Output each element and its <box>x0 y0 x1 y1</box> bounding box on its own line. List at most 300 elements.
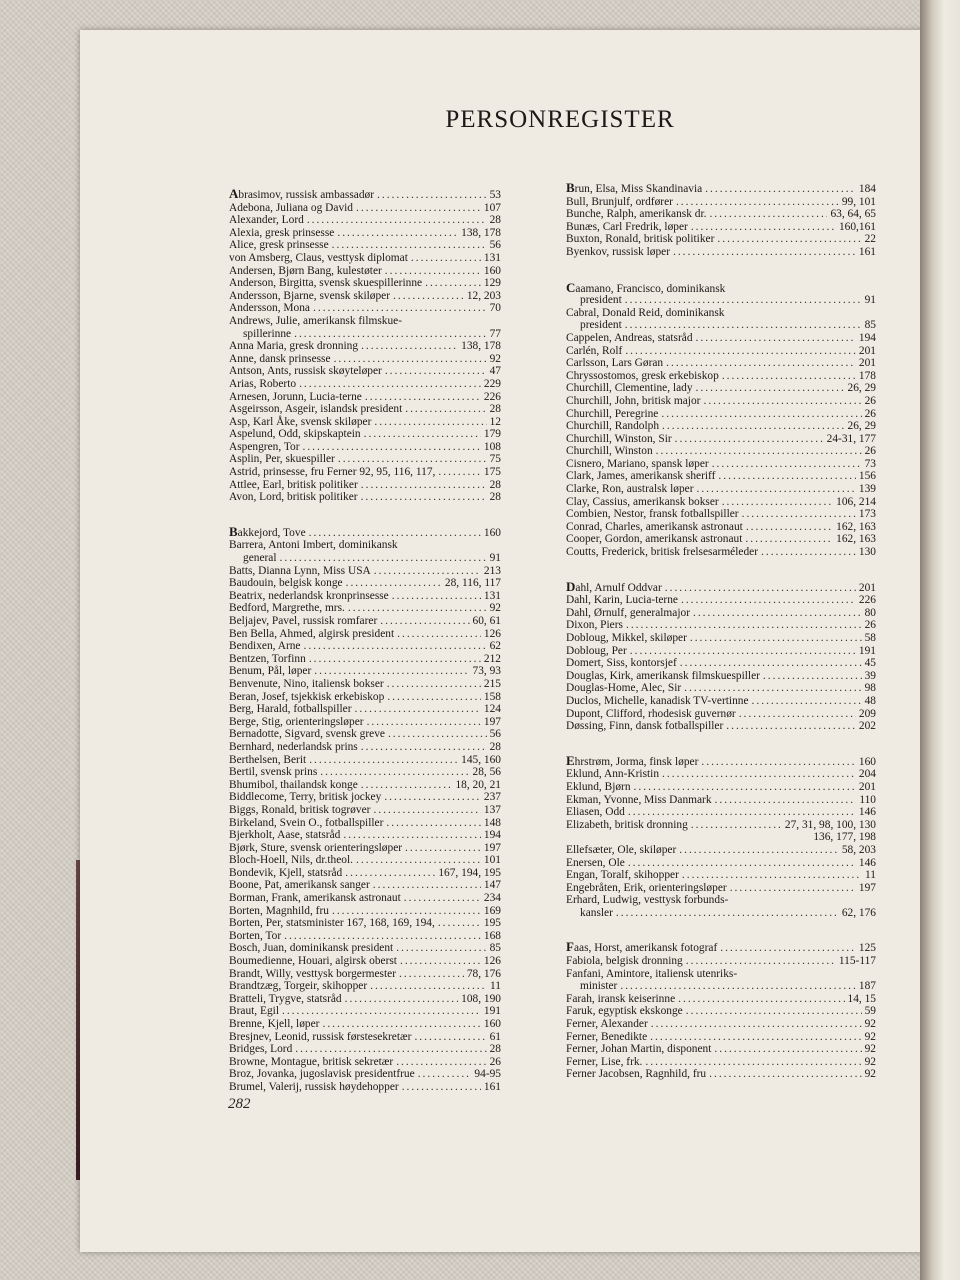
entry-name: Avon, Lord, britisk politiker <box>229 491 358 504</box>
entry-pages: 160 <box>483 264 501 277</box>
index-entry <box>229 239 501 252</box>
entry-name: Borten, Per, statsminister 167, 168, 169, 194, <box>229 917 435 930</box>
entry-pages: 85 <box>864 319 876 332</box>
dot-leader <box>722 370 856 383</box>
index-entry <box>229 728 501 741</box>
index-entry <box>229 453 501 466</box>
dot-leader <box>696 382 845 395</box>
entry-pages: 229 <box>483 377 501 390</box>
dot-leader <box>651 1018 862 1031</box>
entry-pages: 131 <box>483 589 501 602</box>
entry-pages: 167, 194, 195 <box>438 866 501 879</box>
index-entry <box>566 607 876 620</box>
entry-pages: 158 <box>483 690 501 703</box>
entry-name: Enersen, Ole <box>566 856 625 869</box>
entry-name: Arnesen, Jorunn, Lucia-terne <box>229 390 362 403</box>
entry-pages: 202 <box>858 720 876 733</box>
index-entry <box>566 632 876 645</box>
entry-pages: 204 <box>858 768 876 781</box>
entry-pages: 92 <box>864 1055 876 1068</box>
dot-leader <box>405 403 486 416</box>
index-entry <box>566 831 876 844</box>
dot-leader <box>320 766 469 779</box>
entry-pages: 201 <box>858 357 876 370</box>
entry-name: Fabiola, belgisk dronning <box>566 955 683 968</box>
entry-pages: 26 <box>864 407 876 420</box>
entry-name: Cappelen, Andreas, statsråd <box>566 331 693 344</box>
index-entry <box>566 781 876 794</box>
dot-leader <box>373 879 481 892</box>
entry-pages: 126 <box>483 955 501 968</box>
entry-pages: 175 <box>483 466 501 479</box>
index-entry <box>566 752 876 769</box>
dot-leader <box>679 844 839 857</box>
entry-name: Ferner, Benedikte <box>566 1030 648 1043</box>
entry-pages: 77 <box>489 327 501 340</box>
index-column-left <box>229 186 501 1117</box>
index-entry <box>566 382 876 395</box>
entry-name: Ferner, Lise, frk. <box>566 1055 643 1068</box>
entry-name: Clarke, Ron, australsk løper <box>566 483 694 496</box>
index-entry <box>229 416 501 429</box>
entry-name: Abrasimov, russisk ambassadør <box>229 186 375 201</box>
entry-name: Aspelund, Odd, skipskaptein <box>229 428 361 441</box>
dot-leader <box>620 980 856 993</box>
index-entry <box>566 196 876 209</box>
dot-leader <box>662 420 844 433</box>
index-entry <box>229 1031 501 1044</box>
entry-name: Eklund, Bjørn <box>566 780 631 793</box>
dot-leader <box>397 628 481 641</box>
entry-pages: 138, 178 <box>461 340 501 353</box>
dot-leader <box>676 196 839 209</box>
entry-pages: 99, 101 <box>841 195 876 208</box>
index-entry <box>229 539 501 564</box>
index-entry <box>566 657 876 670</box>
dot-leader <box>745 533 833 546</box>
index-column-right <box>566 180 876 1104</box>
entry-name: Churchill, John, britisk major <box>566 394 701 407</box>
index-entry <box>229 214 501 227</box>
entry-pages: 73, 93 <box>472 665 501 678</box>
entry-pages: 179 <box>483 428 501 441</box>
dot-leader <box>691 819 782 832</box>
index-entry <box>566 546 876 559</box>
entry-name: Cisnero, Mariano, spansk løper <box>566 457 709 470</box>
entry-name: Dobloug, Per <box>566 644 627 657</box>
dot-leader <box>693 607 862 620</box>
entry-name: president <box>580 319 622 332</box>
index-entry <box>566 483 876 496</box>
entry-name: Clark, James, amerikansk sheriff <box>566 470 716 483</box>
dot-leader <box>396 942 486 955</box>
entry-name: Faruk, egyptisk ekskonge <box>566 1005 683 1018</box>
entry-pages: 47 <box>489 365 501 378</box>
entry-name: kansler <box>580 906 613 919</box>
entry-pages: 18, 20, 21 <box>455 778 501 791</box>
dot-leader <box>650 1031 861 1044</box>
entry-pages: 92 <box>864 1030 876 1043</box>
entry-pages: 48 <box>864 694 876 707</box>
entry-pages: 91 <box>864 294 876 307</box>
entry-pages: 26 <box>864 619 876 632</box>
entry-pages: 201 <box>858 780 876 793</box>
entry-name: Broz, Jovanka, jugoslavisk presidentfrue <box>229 1068 415 1081</box>
dot-leader <box>405 842 481 855</box>
index-entry <box>229 290 501 303</box>
entry-name: Coutts, Frederick, britisk frelsesarméleder <box>566 546 759 559</box>
index-entry <box>566 408 876 421</box>
entry-name: Buxton, Ronald, britisk politiker <box>566 233 715 246</box>
entry-pages: 197 <box>483 841 501 854</box>
dot-leader <box>411 252 481 265</box>
entry-pages: 92 <box>489 602 501 615</box>
entry-pages: 195 <box>483 917 501 930</box>
entry-pages: 108, 190 <box>461 992 501 1005</box>
entry-name: Ben Bella, Ahmed, algirsk president <box>229 627 395 640</box>
index-entry <box>229 615 501 628</box>
entry-pages: 14, 15 <box>847 992 876 1005</box>
entry-pages: 160 <box>858 755 876 768</box>
entry-name: Boone, Pat, amerikansk sanger <box>229 879 370 892</box>
entry-pages: 184 <box>858 183 876 195</box>
dot-leader <box>338 453 487 466</box>
dot-leader <box>662 768 856 781</box>
index-entry <box>229 391 501 404</box>
index-entry <box>229 1056 501 1069</box>
entry-pages: 27, 31, 98, 100, 130 <box>784 818 876 831</box>
entry-name: Brun, Elsa, Miss Skandinavia <box>566 180 703 195</box>
dot-leader <box>763 670 862 683</box>
dot-leader <box>309 527 481 540</box>
entry-pages: 197 <box>858 881 876 894</box>
dot-leader <box>361 779 453 792</box>
entry-name: Cabral, Donald Reid, dominikansk <box>566 306 725 319</box>
index-entry <box>566 1005 876 1018</box>
dot-leader <box>343 829 481 842</box>
entry-pages: 173 <box>858 508 876 521</box>
dot-leader <box>348 602 487 615</box>
entry-pages: 138, 178 <box>461 226 501 239</box>
entry-pages: 91 <box>489 552 501 565</box>
dot-leader <box>703 395 861 408</box>
entry-name: Andersson, Mona <box>229 302 310 315</box>
dot-leader <box>746 521 833 534</box>
dot-leader <box>377 189 487 202</box>
entry-pages: 80 <box>864 606 876 619</box>
entry-pages: 70 <box>489 302 501 315</box>
entry-pages: 26 <box>489 1055 501 1068</box>
index-entry <box>566 844 876 857</box>
index-entry <box>566 370 876 383</box>
entry-name: Bresjnev, Leonid, russisk førstesekretær <box>229 1030 412 1043</box>
entry-name: Boumedienne, Houari, algirsk oberst <box>229 955 397 968</box>
index-entry <box>229 428 501 441</box>
dot-leader <box>334 353 487 366</box>
entry-pages: 60, 61 <box>472 615 501 627</box>
entry-pages: 161 <box>483 1080 501 1093</box>
entry-name: Churchill, Peregrine <box>566 407 659 420</box>
dot-leader <box>345 867 435 880</box>
entry-pages: 125 <box>858 942 876 955</box>
dot-leader <box>715 794 857 807</box>
entry-name: Dobloug, Mikkel, skiløper <box>566 632 687 644</box>
index-entry <box>566 894 876 919</box>
dot-leader <box>361 491 487 504</box>
index-letter-section <box>566 578 876 733</box>
dot-leader <box>625 345 856 358</box>
dot-leader <box>720 942 856 955</box>
index-entry <box>566 882 876 895</box>
entry-pages: 28 <box>489 1043 501 1056</box>
entry-name: Bendixen, Arne <box>229 640 301 653</box>
dot-leader <box>309 653 481 666</box>
entry-pages: 131 <box>483 251 501 264</box>
entry-pages: 73 <box>864 457 876 470</box>
entry-name: Chryssostomos, gresk erkebiskop <box>566 369 719 382</box>
dot-leader <box>675 433 824 446</box>
entry-pages: 148 <box>483 816 501 829</box>
index-entry <box>229 340 501 353</box>
dot-leader <box>332 905 481 918</box>
entry-name: Benum, Pål, løper <box>229 665 312 678</box>
dot-leader <box>656 445 862 458</box>
dot-leader <box>645 1056 861 1069</box>
entry-pages: 162, 163 <box>836 520 876 533</box>
index-entry <box>566 1056 876 1069</box>
dot-leader <box>726 720 856 733</box>
dot-leader <box>690 632 862 645</box>
dot-leader <box>387 678 481 691</box>
index-entry <box>566 968 876 993</box>
index-entry <box>566 307 876 332</box>
index-entry <box>229 829 501 842</box>
index-entry <box>229 842 501 855</box>
index-entry <box>229 980 501 993</box>
entry-pages: 168 <box>483 929 501 942</box>
index-entry <box>229 804 501 817</box>
index-entry <box>566 1068 876 1081</box>
index-entry <box>229 716 501 729</box>
index-entry <box>229 202 501 215</box>
entry-name: Browne, Montague, britisk sekretær <box>229 1055 394 1068</box>
entry-pages: 28, 116, 117 <box>444 577 501 590</box>
entry-name: Berg, Harald, fotballspiller <box>229 703 352 716</box>
dot-leader <box>295 1043 486 1056</box>
entry-pages: 160,161 <box>838 220 876 233</box>
entry-pages: 26, 29 <box>847 382 876 395</box>
entry-pages: 28 <box>489 403 501 416</box>
index-entry <box>229 302 501 315</box>
index-entry <box>229 691 501 704</box>
dot-leader <box>365 391 481 404</box>
entry-pages: 26 <box>864 394 876 407</box>
entry-pages: 92 <box>864 1018 876 1031</box>
entry-name: Dixon, Piers <box>566 619 623 632</box>
entry-name: Biggs, Ronald, britisk togrøver <box>229 803 371 816</box>
index-entry <box>566 955 876 968</box>
index-letter-section <box>566 180 876 259</box>
entry-pages: 156 <box>858 470 876 483</box>
dot-leader <box>313 302 487 315</box>
dot-leader <box>681 594 856 607</box>
entry-name: Asgeirsson, Asgeir, islandsk president <box>229 403 403 416</box>
entry-name: Byenkov, russisk løper <box>566 245 670 258</box>
dot-leader <box>337 227 458 240</box>
dot-leader <box>387 691 481 704</box>
index-entry <box>566 695 876 708</box>
index-entry <box>566 619 876 632</box>
entry-name: Bridges, Lord <box>229 1043 293 1056</box>
entry-name: Clay, Cassius, amerikansk bokser <box>566 495 719 508</box>
entry-pages: 28 <box>489 740 501 753</box>
entry-name: Bjørk, Sture, svensk orienteringsløper <box>229 841 403 854</box>
entry-pages: 197 <box>483 715 501 728</box>
entry-name: Bedford, Margrethe, mrs. <box>229 602 345 615</box>
entry-name: Adebona, Juliana og David <box>229 201 354 214</box>
dot-leader <box>314 665 469 678</box>
entry-pages: 92 <box>489 352 501 365</box>
index-entry <box>229 867 501 880</box>
entry-pages: 94-95 <box>474 1068 501 1081</box>
dot-leader <box>717 233 861 246</box>
index-entry <box>229 791 501 804</box>
dot-leader <box>628 806 856 819</box>
entry-name: Astrid, prinsesse, fru Ferner 92, 95, 116, 117, <box>229 466 436 479</box>
index-letter-section <box>229 186 501 504</box>
dot-leader <box>682 869 862 882</box>
entry-name: Bunche, Ralph, amerikansk dr. <box>566 208 707 221</box>
dot-leader <box>385 265 481 278</box>
entry-pages: 215 <box>483 677 501 690</box>
dot-leader <box>686 1005 862 1018</box>
index-entry <box>229 766 501 779</box>
dot-leader <box>361 741 487 754</box>
entry-pages: 75 <box>489 453 501 466</box>
entry-name: president <box>580 294 622 307</box>
entry-name: Barrera, Antoni Imbert, dominikansk <box>229 539 398 552</box>
entry-name: minister <box>580 980 618 993</box>
index-entry <box>566 508 876 521</box>
index-entry <box>566 939 876 955</box>
index-entry <box>229 378 501 391</box>
index-entry <box>566 720 876 733</box>
entry-pages: 24-31, 177 <box>826 432 876 445</box>
entry-name: Domert, Siss, kontorsjef <box>566 657 677 670</box>
entry-name: Braut, Egil <box>229 1005 279 1018</box>
index-entry <box>566 670 876 683</box>
entry-pages: 11 <box>865 869 876 882</box>
index-letter-section <box>566 752 876 920</box>
index-entry <box>566 521 876 534</box>
entry-name: Baudouin, belgisk konge <box>229 577 343 590</box>
entry-name: Dahl, Ørnulf, generalmajor <box>566 606 690 619</box>
entry-name: Bunæs, Carl Fredrik, løper <box>566 220 688 233</box>
entry-name: Arias, Roberto <box>229 377 297 390</box>
entry-pages: 194 <box>483 829 501 842</box>
dot-leader <box>730 882 856 895</box>
index-entry <box>229 602 501 615</box>
dot-leader <box>626 619 862 632</box>
entry-pages: 234 <box>483 892 501 905</box>
index-entry <box>229 186 501 202</box>
dot-leader <box>345 993 458 1006</box>
dot-leader <box>625 319 862 332</box>
entry-name: Aspengren, Tor <box>229 440 300 453</box>
entry-name: Berge, Stig, orienteringsløper <box>229 715 364 728</box>
index-entry <box>229 353 501 366</box>
index-entry <box>566 345 876 358</box>
dot-leader <box>402 1081 481 1094</box>
dot-leader <box>355 703 481 716</box>
entry-name: Batts, Dianna Lynn, Miss USA <box>229 564 371 577</box>
dot-leader <box>625 294 862 307</box>
dot-leader <box>628 857 856 870</box>
index-entry <box>229 577 501 590</box>
entry-pages: 58 <box>864 632 876 644</box>
entry-pages: 45 <box>864 657 876 670</box>
entry-pages: 201 <box>858 581 876 594</box>
entry-pages: 108 <box>483 440 501 453</box>
index-letter-section <box>566 939 876 1081</box>
entry-name: Benvenute, Nino, italiensk bokser <box>229 677 384 690</box>
entry-pages: 147 <box>483 879 501 892</box>
entry-pages: 56 <box>489 728 501 741</box>
entry-name: Ekman, Yvonne, Miss Danmark <box>566 793 712 806</box>
dot-leader <box>361 479 487 492</box>
dot-leader <box>438 917 481 930</box>
dot-leader <box>392 590 481 603</box>
entry-pages: 162, 163 <box>836 533 876 546</box>
dot-leader <box>374 416 486 429</box>
entry-pages: 187 <box>858 980 876 993</box>
dot-leader <box>282 1005 481 1018</box>
entry-name: Bratteli, Trygve, statsråd <box>229 992 342 1005</box>
entry-pages: 28 <box>489 491 501 504</box>
entry-pages: 101 <box>483 854 501 867</box>
dot-leader <box>691 221 836 234</box>
index-entry <box>229 930 501 943</box>
index-entry <box>566 578 876 595</box>
index-entry <box>566 496 876 509</box>
entry-pages: 146 <box>858 856 876 869</box>
entry-name: Churchill, Randolph <box>566 420 660 433</box>
dot-leader <box>712 458 862 471</box>
entry-name: Antson, Ants, russisk skøyteløper <box>229 365 382 378</box>
dot-leader <box>714 1043 861 1056</box>
entry-name: Attlee, Earl, britisk politiker <box>229 478 358 491</box>
index-entry <box>229 466 501 479</box>
entry-name: Beljajev, Pavel, russisk romfarer <box>229 615 378 627</box>
index-entry <box>229 491 501 504</box>
entry-pages: 85 <box>489 942 501 955</box>
entry-pages: 28 <box>489 214 501 227</box>
index-entry <box>566 645 876 658</box>
dot-leader <box>752 695 862 708</box>
entry-pages: 26 <box>864 445 876 458</box>
index-entry <box>229 703 501 716</box>
dot-leader <box>370 980 487 993</box>
index-entry <box>566 445 876 458</box>
index-entry <box>566 806 876 819</box>
entry-pages: 39 <box>864 669 876 682</box>
entry-name: Andersen, Bjørn Bang, kulestøter <box>229 264 382 277</box>
index-letter-section <box>566 279 876 559</box>
index-entry <box>566 458 876 471</box>
entry-pages: 178 <box>858 369 876 382</box>
entry-name: Dupont, Clifford, rhodesisk guvernør <box>566 707 736 720</box>
entry-pages: 130 <box>858 546 876 559</box>
